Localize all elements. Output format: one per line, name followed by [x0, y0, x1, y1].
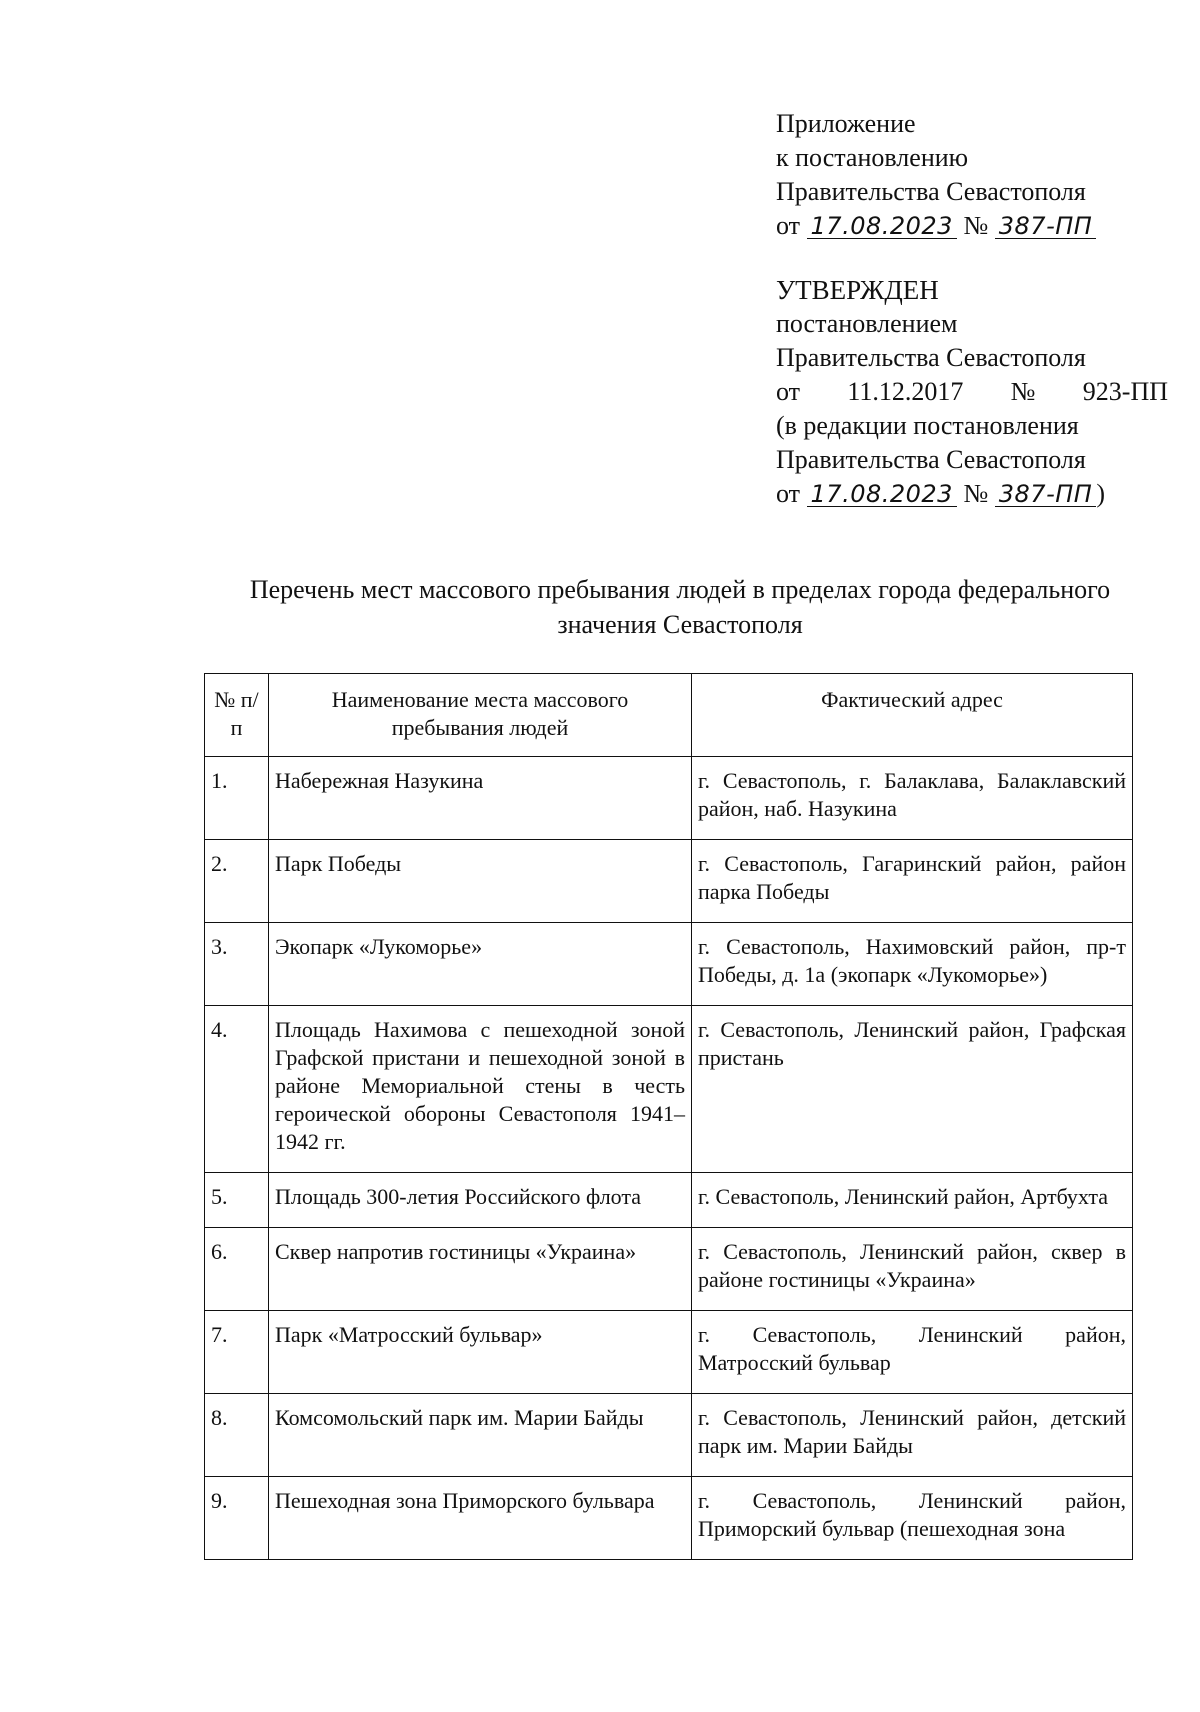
- approved-line-2: Правительства Севастополя: [776, 343, 1086, 372]
- appendix-line-2: к постановлению: [776, 143, 969, 172]
- appendix-number-prefix: №: [963, 211, 989, 240]
- appendix-line-1: Приложение: [776, 109, 916, 138]
- table-row: [205, 1477, 1133, 1560]
- row-number: 9.: [205, 1477, 269, 1560]
- approved-line-3: (в редакции постановления: [776, 411, 1079, 440]
- row-address: г. Севастополь, Ленинский район, Матросский бульвар: [692, 1311, 1133, 1394]
- appendix-date-handwritten: 17.08.2023: [807, 214, 957, 239]
- row-address: г. Севастополь, Гагаринский район, район парка Победы: [692, 840, 1133, 923]
- places-table: [204, 673, 1133, 1560]
- row-place-name: Экопарк «Лукоморье»: [269, 923, 692, 1006]
- row-number: 2.: [205, 840, 269, 923]
- rev-prefix: от: [776, 479, 801, 508]
- orig-number: 923-ПП: [1082, 377, 1168, 406]
- appendix-header: [776, 107, 1096, 243]
- row-place-name: Площадь Нахимова с пешеходной зоной Графской пристани и пешеходной зоной в районе Мемориальной стены в честь героической обороны Севастополя 1941–1942 гг.: [269, 1006, 692, 1173]
- appendix-line-3: Правительства Севастополя: [776, 177, 1086, 206]
- document-title: Перечень мест массового пребывания людей в пределах города федерального значения Севастополя: [249, 575, 1111, 639]
- row-number: 7.: [205, 1311, 269, 1394]
- approved-revision-ref: [776, 477, 1168, 511]
- header-place-name: Наименование места массового пребывания людей: [269, 674, 692, 757]
- row-number: 1.: [205, 757, 269, 840]
- rev-date-handwritten: 17.08.2023: [807, 482, 957, 507]
- table-row: [205, 923, 1133, 1006]
- table-header-row: [205, 674, 1133, 757]
- appendix-date-prefix: от: [776, 211, 801, 240]
- row-place-name: Площадь 300-летия Российского флота: [269, 1173, 692, 1228]
- row-number: 8.: [205, 1394, 269, 1477]
- row-place-name: Комсомольский парк им. Марии Байды: [269, 1394, 692, 1477]
- row-address: г. Севастополь, Ленинский район, детский парк им. Марии Байды: [692, 1394, 1133, 1477]
- row-number: 5.: [205, 1173, 269, 1228]
- table-row: [205, 1394, 1133, 1477]
- header-number: № п/п: [205, 674, 269, 757]
- row-number: 6.: [205, 1228, 269, 1311]
- table-row: [205, 757, 1133, 840]
- row-place-name: Пешеходная зона Приморского бульвара: [269, 1477, 692, 1560]
- orig-date: 11.12.2017: [847, 377, 964, 406]
- appendix-number-handwritten: 387-ПП: [995, 214, 1097, 239]
- appendix-date-line: [776, 209, 1096, 243]
- row-address: г. Севастополь, Ленинский район, Артбухта: [692, 1173, 1133, 1228]
- orig-prefix: от: [776, 377, 801, 406]
- row-place-name: Набережная Назукина: [269, 757, 692, 840]
- row-place-name: Парк «Матросский бульвар»: [269, 1311, 692, 1394]
- approval-stamp-block: [776, 273, 1168, 511]
- row-address: г. Севастополь, г. Балаклава, Балаклавский район, наб. Назукина: [692, 757, 1133, 840]
- row-number: 4.: [205, 1006, 269, 1173]
- orig-number-prefix: №: [1010, 377, 1036, 406]
- row-number: 3.: [205, 923, 269, 1006]
- rev-suffix: ): [1096, 479, 1105, 508]
- row-address: г. Севастополь, Ленинский район, Графская пристань: [692, 1006, 1133, 1173]
- row-place-name: Парк Победы: [269, 840, 692, 923]
- table-row: [205, 1006, 1133, 1173]
- approved-line-4: Правительства Севастополя: [776, 445, 1086, 474]
- table-row: [205, 1173, 1133, 1228]
- approved-title: УТВЕРЖДЕН: [776, 275, 939, 305]
- rev-number-prefix: №: [963, 479, 989, 508]
- table-row: [205, 1311, 1133, 1394]
- rev-number-handwritten: 387-ПП: [995, 482, 1097, 507]
- table-row: [205, 1228, 1133, 1311]
- row-address: г. Севастополь, Нахимовский район, пр-т Победы, д. 1а (экопарк «Лукоморье»): [692, 923, 1133, 1006]
- table-row: [205, 840, 1133, 923]
- row-place-name: Сквер напротив гостиницы «Украина»: [269, 1228, 692, 1311]
- approved-line-1: постановлением: [776, 309, 958, 338]
- row-address: г. Севастополь, Ленинский район, сквер в районе гостиницы «Украина»: [692, 1228, 1133, 1311]
- header-address: Фактический адрес: [692, 674, 1133, 757]
- row-address: г. Севастополь, Ленинский район, Приморский бульвар (пешеходная зона: [692, 1477, 1133, 1560]
- approved-original-ref: [776, 375, 1168, 409]
